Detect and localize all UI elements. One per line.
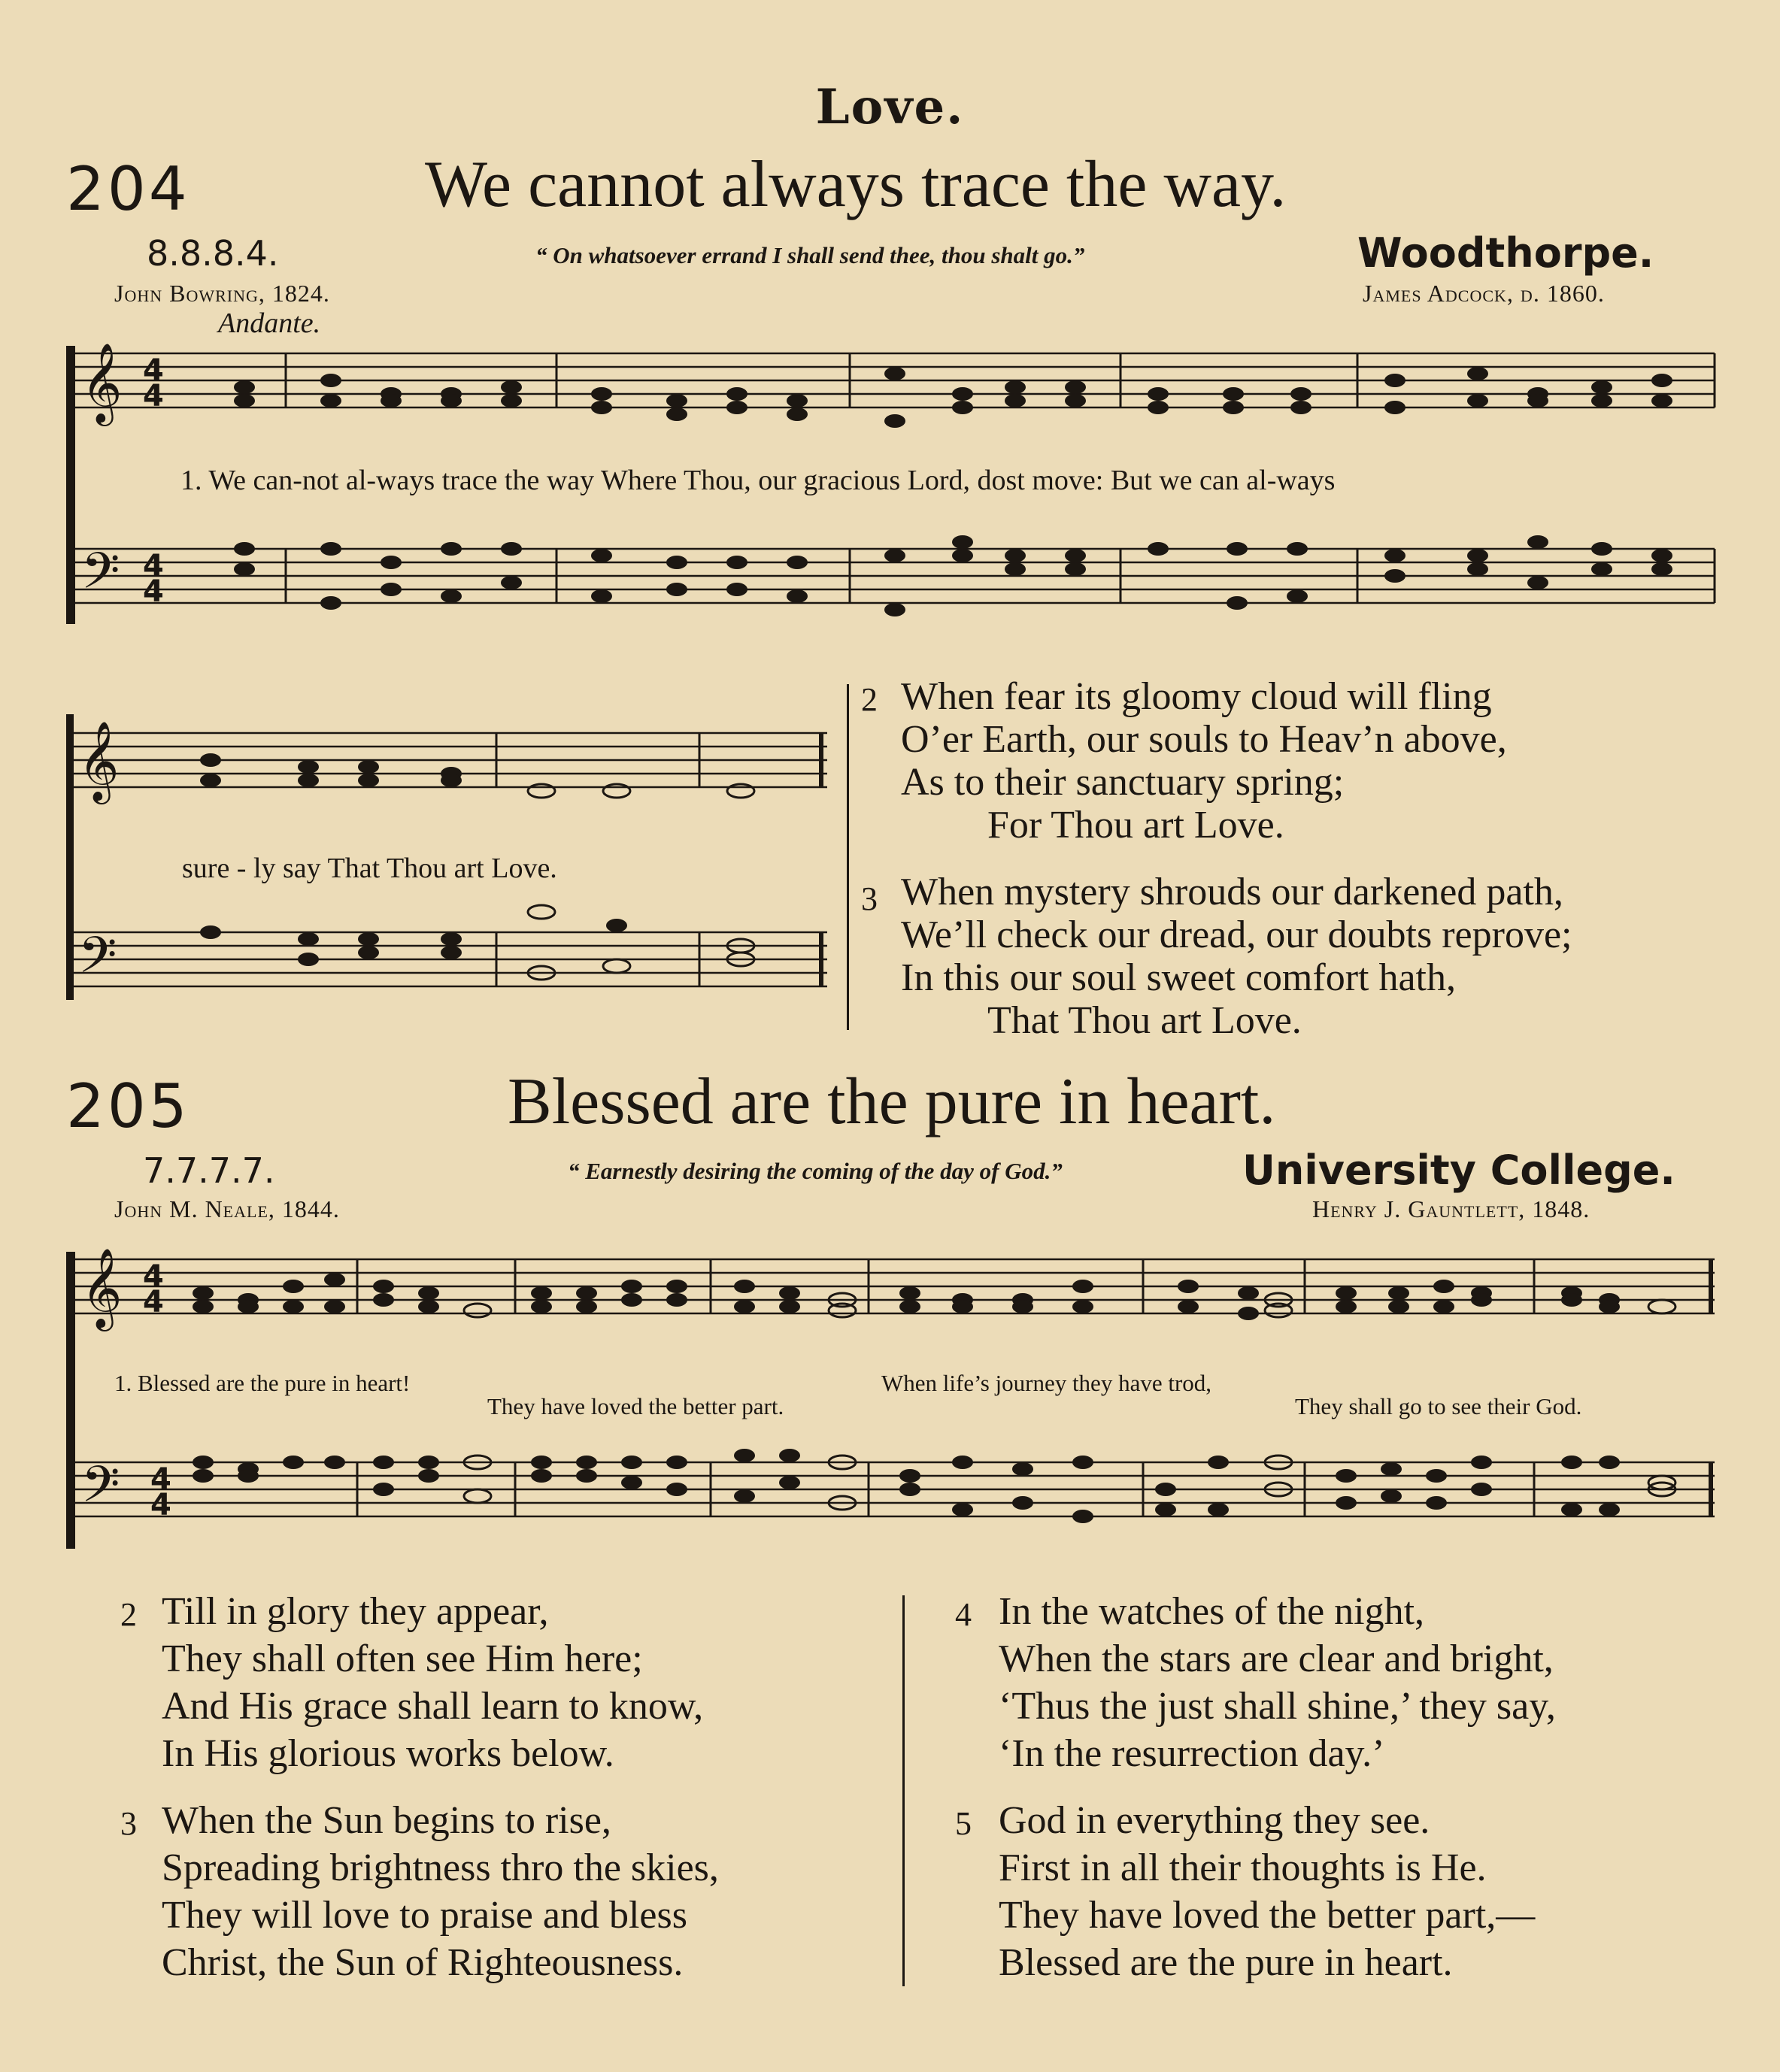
verse-line: In this our soul sweet comfort hath, xyxy=(901,956,1456,999)
verse-line: When mystery shrouds our darkened path, xyxy=(901,871,1563,913)
svg-text:4: 4 xyxy=(150,1462,171,1497)
svg-text:𝄢: 𝄢 xyxy=(78,926,117,996)
verse-line: God in everything they see. xyxy=(999,1799,1430,1842)
svg-text:𝄢: 𝄢 xyxy=(81,542,120,612)
hymn-205-verse-4-number: 4 xyxy=(955,1596,972,1633)
verse-line: O’er Earth, our souls to Heav’n above, xyxy=(901,718,1507,761)
hymn-205-lyric-d: They shall go to see their God. xyxy=(1295,1393,1582,1419)
verse-line: Till in glory they appear, xyxy=(162,1590,549,1633)
verse-line: For Thou art Love. xyxy=(987,804,1284,847)
hymn-204-verse-2-number: 2 xyxy=(861,681,878,718)
svg-text:4: 4 xyxy=(143,1285,164,1319)
verse-line: As to their sanctuary spring; xyxy=(901,761,1345,804)
hymn-205-verse-3 xyxy=(162,1797,719,1986)
hymn-205-title: Blessed are the pure in heart. xyxy=(508,1065,1276,1138)
verse-line: And His grace shall learn to know, xyxy=(162,1685,704,1728)
hymn-205-motto: “ Earnestly desiring the coming of the day of God.” xyxy=(568,1158,1063,1184)
hymn-205-verse-5 xyxy=(999,1797,1535,1986)
verse-line: Spreading brightness thro the skies, xyxy=(162,1846,719,1889)
hymn-205-author: John M. Neale, 1844. xyxy=(114,1195,340,1222)
hymn-204-composer: James Adcock, d. 1860. xyxy=(1363,280,1605,307)
svg-text:4: 4 xyxy=(143,379,164,413)
hymn-204-verse-3-number: 3 xyxy=(861,880,878,917)
verse-line: They will love to praise and bless xyxy=(162,1894,687,1937)
verse-line: They have loved the better part,— xyxy=(999,1894,1536,1937)
svg-text:4: 4 xyxy=(150,1488,171,1522)
hymn-204-motto: “ On whatsoever errand I shall send thee, thou shalt go.” xyxy=(535,242,1085,268)
hymn-205-verse-4 xyxy=(999,1588,1556,1777)
verse-line: In His glorious works below. xyxy=(162,1732,614,1775)
hymn-204-tempo: Andante. xyxy=(218,307,321,339)
hymn-205-verse-2 xyxy=(162,1588,703,1777)
verse-line: Christ, the Sun of Righteousness. xyxy=(162,1941,684,1984)
hymn-204-tune-name: Woodthorpe. xyxy=(1357,229,1654,277)
hymn-204-verse-divider xyxy=(847,684,849,1030)
verse-line: When fear its gloomy cloud will fling xyxy=(901,675,1492,718)
verse-line: ‘Thus the just shall shine,’ they say, xyxy=(999,1685,1556,1728)
verse-line: First in all their thoughts is He. xyxy=(999,1846,1487,1889)
svg-text:𝄢: 𝄢 xyxy=(81,1456,120,1525)
hymn-204-title: We cannot always trace the way. xyxy=(425,148,1287,221)
page-heading: Love. xyxy=(815,79,965,135)
hymn-205-verse-divider xyxy=(902,1595,905,1986)
verse-line: That Thou art Love. xyxy=(987,999,1302,1042)
hymn-205-verse-5-number: 5 xyxy=(955,1805,972,1842)
verse-line: We’ll check our dread, our doubts reprove; xyxy=(901,913,1572,956)
verse-line: ‘In the resurrection day.’ xyxy=(999,1732,1385,1775)
hymn-204-author: John Bowring, 1824. xyxy=(114,280,330,307)
hymn-204-lyric-line-1: 1. We can-not al-ways trace the way Where Thou, our gracious Lord, dost move: But we can al-ways xyxy=(180,465,1336,496)
hymn-204-score-system-1 xyxy=(60,331,1730,669)
verse-line: When the Sun begins to rise, xyxy=(162,1799,611,1842)
hymn-204-verse-3 xyxy=(901,871,1572,1042)
hymn-205-lyric-b: They have loved the better part. xyxy=(487,1393,784,1419)
hymn-204-lyric-line-2: sure - ly say That Thou art Love. xyxy=(182,853,557,884)
hymn-205-meter: 7.7.7.7. xyxy=(143,1150,275,1191)
verse-line: In the watches of the night, xyxy=(999,1590,1425,1633)
hymn-205-number: 205 xyxy=(66,1071,190,1141)
hymn-205-lyric-c: When life’s journey they have trod, xyxy=(881,1370,1212,1396)
verse-line: When the stars are clear and bright, xyxy=(999,1637,1554,1680)
hymn-204-meter: 8.8.8.4. xyxy=(147,233,279,274)
hymn-205-verse-3-number: 3 xyxy=(120,1805,137,1842)
svg-text:𝄞: 𝄞 xyxy=(81,342,123,423)
svg-text:4: 4 xyxy=(143,549,164,583)
svg-text:4: 4 xyxy=(143,1259,164,1294)
svg-text:4: 4 xyxy=(143,353,164,388)
hymn-205-tune-name: University College. xyxy=(1242,1147,1675,1194)
svg-text:4: 4 xyxy=(143,574,164,609)
verse-line: They shall often see Him here; xyxy=(162,1637,643,1680)
hymn-204-verse-2 xyxy=(901,675,1507,847)
svg-text:𝄞: 𝄞 xyxy=(81,1247,123,1328)
hymn-205-verse-2-number: 2 xyxy=(120,1596,137,1633)
hymn-205-lyric-a: 1. Blessed are the pure in heart! xyxy=(114,1370,411,1396)
verse-line: Blessed are the pure in heart. xyxy=(999,1941,1453,1984)
hymn-205-composer: Henry J. Gauntlett, 1848. xyxy=(1312,1195,1590,1222)
svg-text:𝄞: 𝄞 xyxy=(78,720,120,801)
hymn-204-number: 204 xyxy=(66,154,190,224)
